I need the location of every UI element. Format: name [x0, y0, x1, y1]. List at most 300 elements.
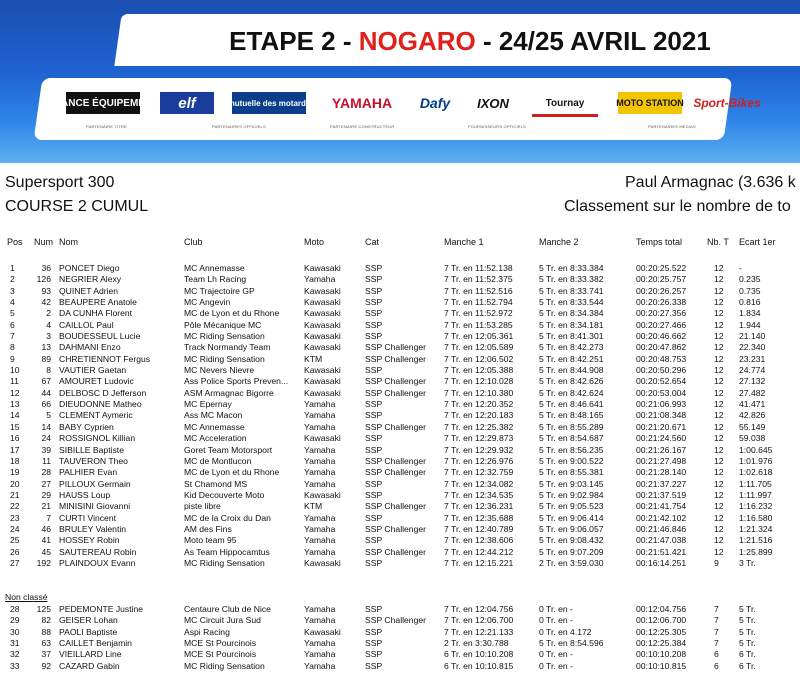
- cell-club: AM des Fins: [184, 523, 232, 534]
- cell-tt: 00:20:26.257: [636, 285, 687, 296]
- cell-nbt: 7: [714, 615, 719, 626]
- cell-m1: 7 Tr. en 11:52.375: [444, 274, 513, 285]
- cell-nom: CURTI Vincent: [59, 512, 116, 523]
- cell-nbt: 12: [714, 285, 724, 296]
- table-row: [0, 547, 800, 558]
- table-row: [0, 649, 800, 660]
- cell-nom: AMOURET Ludovic: [59, 376, 134, 387]
- cell-moto: Kawasaki: [304, 331, 341, 342]
- cell-m1: 6 Tr. en 10:10.208: [444, 649, 514, 660]
- cell-pos: 5: [10, 308, 15, 319]
- cell-moto: Kawasaki: [304, 489, 341, 500]
- sponsor-logo-elf: elf: [160, 92, 214, 114]
- cell-m2: 5 Tr. en 9:06.414: [539, 512, 604, 523]
- sponsor-logo-france-equipement: FRANCE ÉQUIPEMENT: [66, 92, 140, 114]
- cell-club: MC Acceleration: [184, 433, 247, 444]
- cell-pos: 2: [10, 274, 15, 285]
- non-classe-heading: Non classé: [5, 592, 48, 602]
- cell-nbt: 12: [714, 387, 724, 398]
- cell-m2: 5 Tr. en 9:03.145: [539, 478, 604, 489]
- cell-pos: 1: [10, 263, 15, 273]
- table-row: [0, 456, 800, 467]
- sponsor-logo-mutuelle-des-motards: mutuelle des motards: [232, 92, 306, 114]
- cell-tt: 00:16:14.251: [636, 557, 687, 568]
- cell-moto: Kawasaki: [304, 433, 341, 444]
- cell-club: ASM Armagnac Bigorre: [184, 387, 274, 398]
- cell-ecart: 1.944: [739, 319, 761, 330]
- cell-club: MC Riding Sensation: [184, 353, 265, 364]
- cell-tt: 00:10:10.208: [636, 649, 687, 660]
- cell-tt: 00:20:27.466: [636, 319, 687, 330]
- table-row: [0, 342, 800, 353]
- course-name: COURSE 2 CUMUL: [5, 198, 149, 215]
- cell-nbt: 12: [714, 523, 724, 534]
- cell-ecart: -: [739, 263, 742, 273]
- cell-moto: Yamaha: [304, 410, 336, 421]
- cell-moto: Kawasaki: [304, 365, 341, 376]
- cell-tt: 00:21:28.140: [636, 467, 687, 478]
- cell-nbt: 12: [714, 331, 724, 342]
- cell-ecart: 41.471: [739, 399, 766, 410]
- cell-tt: 00:21:47.038: [636, 535, 687, 546]
- cell-tt: 00:10:10.815: [636, 660, 687, 671]
- cell-pos: 10: [10, 365, 20, 376]
- table-row: [0, 365, 800, 376]
- cell-moto: Yamaha: [304, 467, 336, 478]
- cell-m1: 7 Tr. en 12:04.756: [444, 604, 514, 614]
- cell-num: 7: [46, 512, 51, 523]
- cell-m2: 5 Tr. en 8:42.251: [539, 353, 604, 364]
- table-row: [0, 410, 800, 421]
- cell-tt: 00:20:26.338: [636, 297, 687, 308]
- cell-ecart: 22.340: [739, 342, 766, 353]
- results-table-non-classe: [0, 604, 800, 672]
- table-row: [0, 501, 800, 512]
- cell-pos: 24: [10, 523, 20, 534]
- cell-club: MC de la Croix du Dan: [184, 512, 271, 523]
- cell-tt: 00:21:46.846: [636, 523, 687, 534]
- cell-pos: 32: [10, 649, 20, 660]
- cell-ecart: 23.231: [739, 353, 766, 364]
- cell-club: MC Annemasse: [184, 263, 245, 273]
- cell-num: 8: [46, 365, 51, 376]
- cell-m1: 7 Tr. en 12:35.688: [444, 512, 514, 523]
- cell-moto: Yamaha: [304, 455, 336, 466]
- cell-num: 63: [41, 638, 51, 649]
- table-row: [0, 376, 800, 387]
- table-row: [0, 604, 800, 615]
- cell-nom: BRULEY Valentin: [59, 523, 127, 534]
- cell-num: 125: [36, 604, 51, 614]
- cell-m2: 5 Tr. en 9:06.057: [539, 523, 604, 534]
- cell-ecart: 5 Tr.: [739, 626, 756, 637]
- cell-club: MC de Montlucon: [184, 455, 252, 466]
- cell-moto: Kawasaki: [304, 342, 341, 353]
- cell-moto: Kawasaki: [304, 308, 341, 319]
- col-nb-tours: Nb. T: [707, 237, 729, 247]
- cell-moto: Kawasaki: [304, 387, 341, 398]
- table-row: [0, 490, 800, 501]
- cell-nbt: 9: [714, 557, 719, 568]
- cell-nbt: 12: [714, 433, 724, 444]
- cell-m1: 7 Tr. en 12:32.759: [444, 467, 514, 478]
- cell-num: 41: [41, 535, 51, 546]
- cell-nom: BABY Cyprien: [59, 421, 114, 432]
- cell-pos: 29: [10, 615, 20, 626]
- cell-m2: 5 Tr. en 8:42.626: [539, 376, 604, 387]
- cell-moto: KTM: [304, 353, 323, 364]
- cell-tt: 00:21:06.993: [636, 399, 687, 410]
- cell-pos: 27: [10, 557, 20, 568]
- cell-nom: VAUTIER Gaetan: [59, 365, 127, 376]
- cell-nom: GEISER Lohan: [59, 615, 118, 626]
- cell-ecart: 1:11.997: [739, 489, 772, 500]
- cell-m1: 7 Tr. en 12:34.535: [444, 489, 514, 500]
- cell-club: Ass Police Sports Preven...: [184, 376, 289, 387]
- col-pos: Pos: [7, 237, 23, 247]
- caption-partenaires-medias: PARTENAIRES MEDIAS: [648, 124, 696, 129]
- cell-tt: 00:21:24.560: [636, 433, 687, 444]
- cell-nbt: 12: [714, 455, 724, 466]
- cell-cat: SSP: [365, 660, 383, 671]
- cell-cat: SSP Challenger: [365, 501, 426, 512]
- cell-pos: 22: [10, 501, 20, 512]
- table-row: [0, 627, 800, 638]
- cell-tt: 00:12:04.756: [636, 604, 687, 614]
- cell-m1: 7 Tr. en 12:44.212: [444, 546, 514, 557]
- col-num: Num: [34, 237, 54, 247]
- cell-club: As Team Hippocamtus: [184, 546, 270, 557]
- cell-num: 126: [36, 274, 51, 285]
- cell-nbt: 12: [714, 535, 724, 546]
- cell-m1: 7 Tr. en 12:26.976: [444, 455, 514, 466]
- cell-tt: 00:12:25.305: [636, 626, 687, 637]
- cell-moto: Yamaha: [304, 615, 336, 626]
- cell-m1: 6 Tr. en 10:10.815: [444, 660, 514, 671]
- cell-m2: 5 Tr. en 8:55.289: [539, 421, 604, 432]
- cell-cat: SSP: [365, 604, 383, 614]
- cell-ecart: 59.038: [739, 433, 766, 444]
- cell-nbt: 12: [714, 319, 724, 330]
- cell-ecart: 6 Tr.: [739, 649, 756, 660]
- cell-moto: Yamaha: [304, 512, 336, 523]
- cell-m1: 7 Tr. en 12:38.606: [444, 535, 514, 546]
- cell-pos: 19: [10, 467, 20, 478]
- cell-club: MC Trajectoire GP: [184, 285, 255, 296]
- table-row: [0, 524, 800, 535]
- cell-tt: 00:21:42.102: [636, 512, 687, 523]
- cell-num: 44: [41, 387, 51, 398]
- cell-club: MC de Lyon et du Rhone: [184, 467, 280, 478]
- cell-nom: CAILLOL Paul: [59, 319, 114, 330]
- table-row: [0, 535, 800, 546]
- cell-nom: PILLOUX Germain: [59, 478, 131, 489]
- table-row: [0, 354, 800, 365]
- cell-cat: SSP: [365, 331, 383, 342]
- cell-club: piste libre: [184, 501, 221, 512]
- col-cat: Cat: [365, 237, 380, 247]
- cell-m2: 5 Tr. en 8:33.544: [539, 297, 604, 308]
- cell-nom: ROSSIGNOL Killian: [59, 433, 136, 444]
- cell-moto: Yamaha: [304, 638, 336, 649]
- cell-cat: SSP Challenger: [365, 376, 426, 387]
- cell-pos: 13: [10, 399, 20, 410]
- table-row: [0, 445, 800, 456]
- cell-club: MC Riding Sensation: [184, 660, 265, 671]
- cell-num: 66: [41, 399, 51, 410]
- cell-m1: 7 Tr. en 12:29.932: [444, 444, 514, 455]
- caption-fournisseurs-officiels: FOURNISSEURS OFFICIELS: [468, 124, 526, 129]
- cell-pos: 25: [10, 535, 20, 546]
- cell-nbt: 12: [714, 421, 724, 432]
- cell-ecart: 0.235: [739, 274, 761, 285]
- cell-cat: SSP Challenger: [365, 342, 426, 353]
- cell-nbt: 12: [714, 297, 724, 308]
- cell-tt: 00:20:25.522: [636, 263, 687, 273]
- cell-nbt: 12: [714, 274, 724, 285]
- cell-num: 3: [46, 331, 51, 342]
- cell-club: MC de Lyon et du Rhone: [184, 308, 280, 319]
- table-row: [0, 433, 800, 444]
- cell-m1: 7 Tr. en 12:10.380: [444, 387, 514, 398]
- cell-tt: 00:21:37.227: [636, 478, 687, 489]
- cell-m1: 7 Tr. en 11:53.285: [444, 319, 513, 330]
- cell-club: MC Epernay: [184, 399, 232, 410]
- cell-pos: 14: [10, 410, 20, 421]
- cell-m2: 0 Tr. en -: [539, 649, 573, 660]
- table-row: [0, 320, 800, 331]
- cell-ecart: 27.132: [739, 376, 766, 387]
- cell-pos: 20: [10, 478, 20, 489]
- cell-m2: 5 Tr. en 8:34.181: [539, 319, 604, 330]
- cell-m2: 5 Tr. en 9:05.523: [539, 501, 604, 512]
- cell-ecart: 55.149: [739, 421, 766, 432]
- cell-moto: Yamaha: [304, 444, 336, 455]
- table-row: [0, 638, 800, 649]
- cell-ecart: 1:00.645: [739, 444, 773, 455]
- col-manche-1: Manche 1: [444, 237, 484, 247]
- cell-moto: Yamaha: [304, 478, 336, 489]
- cell-cat: SSP: [365, 444, 383, 455]
- cell-nom: MINISINI Giovanni: [59, 501, 131, 512]
- cell-nbt: 7: [714, 626, 719, 637]
- cell-ecart: 1:21.516: [739, 535, 773, 546]
- cell-m1: 7 Tr. en 12:05.589: [444, 342, 514, 353]
- cell-nom: CAILLET Benjamin: [59, 638, 132, 649]
- cell-cat: SSP Challenger: [365, 546, 426, 557]
- cell-club: MCE St Pourcinois: [184, 649, 257, 660]
- cell-ecart: 1:21.324: [739, 523, 773, 534]
- cell-moto: Kawasaki: [304, 297, 341, 308]
- cell-tt: 00:21:08.348: [636, 410, 687, 421]
- cell-tt: 00:21:27.498: [636, 455, 687, 466]
- sponsor-logo-tournay: Tournay: [532, 92, 598, 117]
- caption-partenaire-titre: PARTENAIRE TITRE: [86, 124, 127, 129]
- sponsor-logo-moto-station: MOTO STATION: [618, 92, 682, 114]
- cell-nom: DELBOSC D Jefferson: [59, 387, 147, 398]
- cell-pos: 28: [10, 604, 20, 614]
- results-table-classified: [0, 263, 800, 569]
- cell-m2: 0 Tr. en -: [539, 660, 573, 671]
- cell-nom: SAUTEREAU Robin: [59, 546, 137, 557]
- col-nom: Nom: [59, 237, 79, 247]
- cell-m1: 7 Tr. en 12:06.700: [444, 615, 514, 626]
- cell-m2: 5 Tr. en 8:41.301: [539, 331, 604, 342]
- cell-cat: SSP: [365, 274, 383, 285]
- cell-club: Team Lh Racing: [184, 274, 247, 285]
- cell-nom: QUINET Adrien: [59, 285, 119, 296]
- cell-nbt: 12: [714, 512, 724, 523]
- table-row: [0, 513, 800, 524]
- cell-num: 67: [41, 376, 51, 387]
- cell-tt: 00:21:41.754: [636, 501, 687, 512]
- cell-cat: SSP Challenger: [365, 467, 426, 478]
- cell-pos: 18: [10, 455, 20, 466]
- col-manche-2: Manche 2: [539, 237, 579, 247]
- cell-pos: 33: [10, 660, 20, 671]
- cell-nom: PONCET Diego: [59, 263, 120, 273]
- cell-nbt: 12: [714, 444, 724, 455]
- cell-ecart: 6 Tr.: [739, 660, 756, 671]
- cell-tt: 00:20:47.862: [636, 342, 687, 353]
- cell-moto: Yamaha: [304, 399, 336, 410]
- cell-nbt: 6: [714, 660, 719, 671]
- cell-moto: Kawasaki: [304, 626, 341, 637]
- cell-m1: 7 Tr. en 12:20.183: [444, 410, 514, 421]
- cell-moto: Yamaha: [304, 274, 336, 285]
- cell-nbt: 12: [714, 467, 724, 478]
- cell-m2: 5 Tr. en 8:44.908: [539, 365, 604, 376]
- cell-nom: CLEMENT Aymeric: [59, 410, 133, 421]
- table-row: [0, 263, 800, 274]
- cell-nbt: 6: [714, 649, 719, 660]
- cell-m1: 7 Tr. en 12:06.502: [444, 353, 514, 364]
- event-banner: [0, 0, 800, 163]
- cell-cat: SSP: [365, 319, 383, 330]
- cell-cat: SSP Challenger: [365, 421, 426, 432]
- cell-pos: 31: [10, 638, 20, 649]
- cell-ecart: 21.140: [739, 331, 766, 342]
- cell-tt: 00:21:20.671: [636, 421, 687, 432]
- cell-m1: 7 Tr. en 12:20.352: [444, 399, 514, 410]
- cell-ecart: 27.482: [739, 387, 766, 398]
- cell-tt: 00:20:48.753: [636, 353, 687, 364]
- cell-cat: SSP: [365, 399, 383, 410]
- cell-m2: 5 Tr. en 8:42.273: [539, 342, 604, 353]
- cell-num: 39: [41, 444, 51, 455]
- cell-nom: CHRETIENNOT Fergus: [59, 353, 151, 364]
- cell-num: 192: [36, 557, 51, 568]
- cell-num: 46: [41, 523, 51, 534]
- cell-tt: 00:20:46.662: [636, 331, 687, 342]
- cell-club: MCE St Pourcinois: [184, 638, 257, 649]
- cell-moto: KTM: [304, 501, 323, 512]
- cell-num: 82: [41, 615, 51, 626]
- cell-club: MC Annemasse: [184, 421, 245, 432]
- cell-ecart: 1:11.705: [739, 478, 772, 489]
- cell-tt: 00:21:26.167: [636, 444, 687, 455]
- cell-cat: SSP: [365, 263, 383, 273]
- cell-m1: 7 Tr. en 11:52.794: [444, 297, 513, 308]
- cell-pos: 21: [10, 489, 20, 500]
- cell-nbt: 12: [714, 308, 724, 319]
- cell-m1: 7 Tr. en 12:05.388: [444, 365, 514, 376]
- cell-m2: 5 Tr. en 8:54.687: [539, 433, 604, 444]
- table-row: [0, 274, 800, 285]
- cell-cat: SSP: [365, 638, 383, 649]
- cell-club: MC Nevers Nievre: [184, 365, 255, 376]
- cell-ecart: 1:02.618: [739, 467, 773, 478]
- cell-club: Aspi Racing: [184, 626, 230, 637]
- cell-club: MC Angevin: [184, 297, 231, 308]
- cell-m1: 7 Tr. en 11:52.138: [444, 263, 513, 273]
- cell-nbt: 12: [714, 489, 724, 500]
- cell-m2: 5 Tr. en 8:55.381: [539, 467, 604, 478]
- cell-m2: 5 Tr. en 8:33.741: [539, 285, 604, 296]
- cell-pos: 23: [10, 512, 20, 523]
- cell-m2: 5 Tr. en 8:33.382: [539, 274, 604, 285]
- cell-num: 21: [41, 501, 51, 512]
- cell-nbt: 12: [714, 546, 724, 557]
- cell-num: 29: [41, 489, 51, 500]
- cell-num: 24: [41, 433, 51, 444]
- cell-nom: BOUDESSEUL Lucie: [59, 331, 141, 342]
- cell-pos: 16: [10, 433, 20, 444]
- cell-nbt: 12: [714, 353, 724, 364]
- cell-num: 5: [46, 410, 51, 421]
- cell-moto: Kawasaki: [304, 319, 341, 330]
- cell-pos: 9: [10, 353, 15, 364]
- cell-m2: 2 Tr. en 3:59.030: [539, 557, 604, 568]
- cell-pos: 3: [10, 285, 15, 296]
- cell-nom: HAUSS Loup: [59, 489, 111, 500]
- cell-nom: TAUVERON Theo: [59, 455, 128, 466]
- cell-tt: 00:21:51.421: [636, 546, 687, 557]
- cell-nom: VIEILLARD Line: [59, 649, 122, 660]
- cell-moto: Yamaha: [304, 535, 336, 546]
- cell-cat: SSP: [365, 410, 383, 421]
- cell-ecart: 42.826: [739, 410, 766, 421]
- cell-num: 37: [41, 649, 51, 660]
- cell-nbt: 12: [714, 399, 724, 410]
- table-row: [0, 615, 800, 626]
- cell-tt: 00:20:52.654: [636, 376, 687, 387]
- cell-ecart: 5 Tr.: [739, 638, 756, 649]
- cell-nom: DAHMANI Enzo: [59, 342, 121, 353]
- cell-ecart: 0.816: [739, 297, 761, 308]
- cell-moto: Kawasaki: [304, 557, 341, 568]
- cell-moto: Kawasaki: [304, 376, 341, 387]
- cell-m2: 5 Tr. en 8:33.384: [539, 263, 604, 273]
- cell-m1: 7 Tr. en 12:05.361: [444, 331, 514, 342]
- cell-ecart: 5 Tr.: [739, 615, 756, 626]
- cell-pos: 4: [10, 297, 15, 308]
- cell-moto: Yamaha: [304, 523, 336, 534]
- cell-ecart: 3 Tr.: [739, 557, 756, 568]
- cell-ecart: 0.735: [739, 285, 761, 296]
- cell-ecart: 1:25.899: [739, 546, 773, 557]
- cell-tt: 00:20:50.296: [636, 365, 687, 376]
- cell-cat: SSP: [365, 649, 383, 660]
- cell-pos: 8: [10, 342, 15, 353]
- cell-num: 88: [41, 626, 51, 637]
- event-venue: NOGARO: [358, 26, 476, 56]
- cell-nom: DIEUDONNE Matheo: [59, 399, 142, 410]
- col-moto: Moto: [304, 237, 325, 247]
- table-row: [0, 558, 800, 569]
- cell-cat: SSP: [365, 433, 383, 444]
- cell-cat: SSP: [365, 512, 383, 523]
